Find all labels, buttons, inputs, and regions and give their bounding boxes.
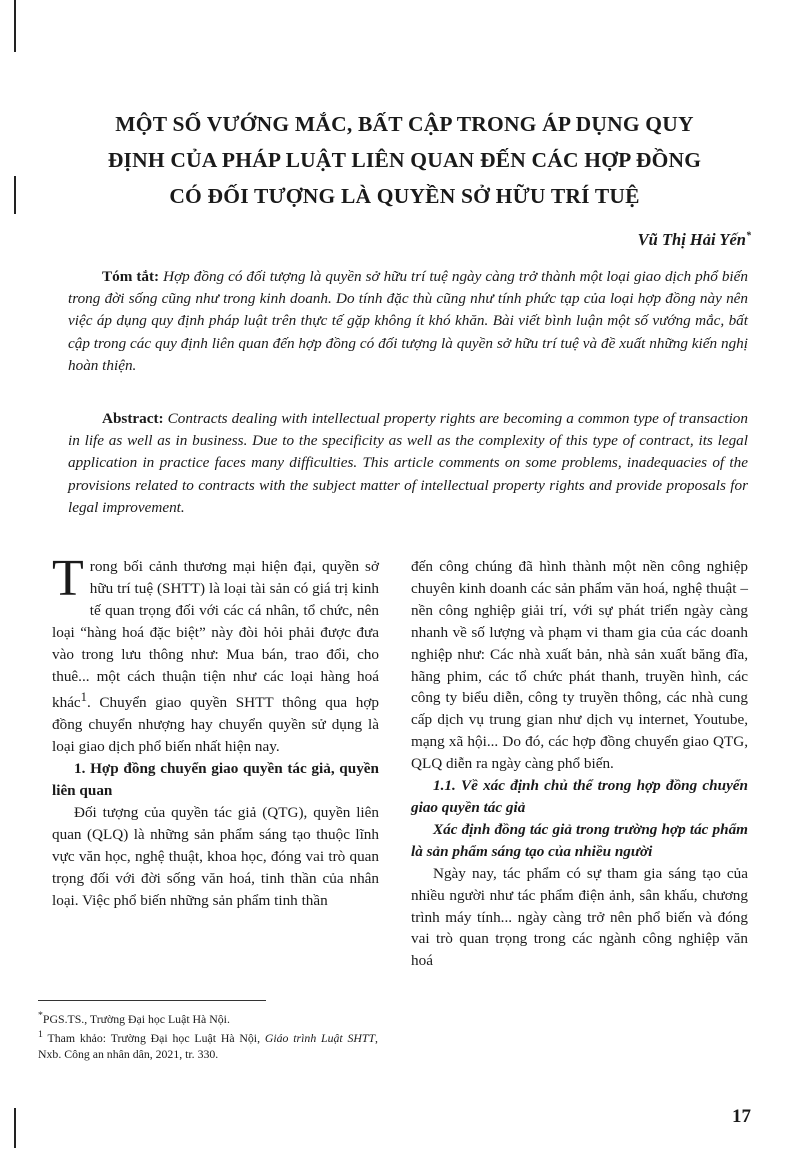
summary-label: Tóm tắt: bbox=[102, 268, 160, 285]
right-column bbox=[411, 556, 748, 972]
subsubsection-heading: Xác định đồng tác giả trong trường hợp tác phẩm là sản phẩm sáng tạo của nhiều người bbox=[411, 820, 748, 860]
footnote-1-text-b: , Nxb. Công an nhân dân, 2021, tr. 330. bbox=[38, 1030, 378, 1061]
title-line-2: ĐỊNH CỦA PHÁP LUẬT LIÊN QUAN ĐẾN CÁC HỢP ĐỒNG bbox=[107, 148, 702, 172]
abstract-text: Contracts dealing with intellectual property rights are becoming a common type of transaction in life as well as in business. Due to the specificity as well as the complexity of this type of contract, its legal application in practice faces many difficulties. This article comments on some problems, inadequacies of the provisions related to contracts with the subject matter of intellectual property rights and provide proposals for legal improvement. bbox=[68, 410, 748, 516]
continuation-paragraph: đến công chúng đã hình thành một nền công nghiệp chuyên kinh doanh các sản phẩm văn hoá, nghệ thuật – nền công nghiệp giải trí, với sự phát triển ngày càng nhanh về số lượng và phạm vi tham gia của các doanh nghiệp như: Các nhà xuất bản, nhà sản xuất băng đĩa, hãng phim, các tổ chức phát thanh, truyền hình, các công ty biểu diễn, công ty truyền thông, các nhà cung cấp dịch vụ trung gian như dịch vụ internet, Youtube, mạng xã hội... Do đó, các hợp đồng chuyển giao QTG, QLQ diễn ra ngày càng phổ biến. bbox=[411, 558, 748, 773]
footnote-1-mark: 1 bbox=[38, 1028, 43, 1040]
intro-text-b: . Chuyển giao quyền SHTT thông qua hợp đồng chuyển nhượng hay chuyển quyền sử dụng là loại giao dịch phổ biến nhất hiện nay. bbox=[52, 694, 379, 756]
abstract-en bbox=[68, 408, 748, 519]
subsection-paragraph: Ngày nay, tác phẩm có sự tham gia sáng tạo của nhiều người như tác phẩm điện ảnh, sân khấu, chương trình máy tính... ngày càng trở nên phổ biến và đóng vai trò quan trọng trong các ngành công nghiệp văn hoá bbox=[411, 864, 748, 970]
left-column bbox=[52, 550, 379, 912]
footnote-separator bbox=[38, 1000, 266, 1001]
summary-text: Hợp đồng có đối tượng là quyền sở hữu trí tuệ ngày càng trở thành một loại giao dịch phổ biến trong đời sống cũng như trong kinh doanh. Do tính đặc thù cũng như tính phức tạp của loại hợp đồng này nên việc áp dụng quy định pháp luật trên thực tế gặp không ít khó khăn. Bài viết bình luận một số vướng mắc, bất cập trong các quy định liên quan đến hợp đồng có đối tượng là quyền sở hữu trí tuệ và đề xuất những kiến nghị hoàn thiện. bbox=[68, 268, 748, 374]
summary-vi bbox=[68, 266, 748, 377]
footnote-ref-1: 1 bbox=[80, 690, 87, 705]
footnotes bbox=[38, 1008, 378, 1062]
footnote-author bbox=[38, 1008, 378, 1027]
footnote-1-book-title: Giáo trình Luật SHTT bbox=[264, 1030, 376, 1045]
page-edge-top-mark bbox=[14, 0, 16, 52]
title-line-1: MỘT SỐ VƯỚNG MẮC, BẤT CẬP TRONG ÁP DỤNG QUY bbox=[115, 112, 694, 136]
subsection-heading-1-1: 1.1. Về xác định chủ thể trong hợp đồng chuyển giao quyền tác giả bbox=[411, 777, 748, 816]
section-heading-1: 1. Hợp đồng chuyển giao quyền tác giả, quyền liên quan bbox=[52, 760, 379, 800]
intro-text-a: rong bối cảnh thương mại hiện đại, quyền sở hữu trí tuệ (SHTT) là loại tài sản có giá trị kinh tế quan trọng đối với các cá nhân, tổ chức, nên loại “hàng hoá đặc biệt” này đòi hỏi phải được đưa vào trong lưu thông như: Mua bán, trao đổi, cho thuê... một cách thuận tiện như các loại hàng hoá khác bbox=[52, 558, 379, 712]
intro-paragraph bbox=[52, 550, 379, 758]
page-edge-mid-mark bbox=[14, 176, 16, 214]
abstract-label: Abstract: bbox=[102, 410, 164, 427]
author-name: Vũ Thị Hải Yến bbox=[637, 230, 746, 249]
footnote-author-mark: * bbox=[38, 1010, 43, 1021]
footnote-author-text: PGS.TS., Trường Đại học Luật Hà Nội. bbox=[42, 1011, 230, 1026]
author bbox=[638, 230, 751, 250]
drop-cap: T bbox=[52, 550, 84, 607]
footnote-1-text-a: Tham khảo: Trường Đại học Luật Hà Nội, bbox=[42, 1030, 265, 1045]
footnote-1 bbox=[38, 1027, 378, 1062]
article-title bbox=[30, 106, 779, 214]
section-1-paragraph: Đối tượng của quyền tác giả (QTG), quyền liên quan (QLQ) là những sản phẩm sáng tạo thuộc lĩnh vực văn học, nghệ thuật, khoa học, đóng vai trò quan trọng đối với đời sống văn hoá, tinh thần của nhân loại. Việc phổ biến những sản phẩm tinh thần bbox=[52, 804, 379, 909]
page-number: 17 bbox=[732, 1106, 751, 1127]
title-line-3: CÓ ĐỐI TƯỢNG LÀ QUYỀN SỞ HỮU TRÍ TUỆ bbox=[169, 184, 640, 208]
author-footnote-mark: * bbox=[746, 230, 751, 242]
page-edge-bottom-mark bbox=[14, 1108, 16, 1148]
